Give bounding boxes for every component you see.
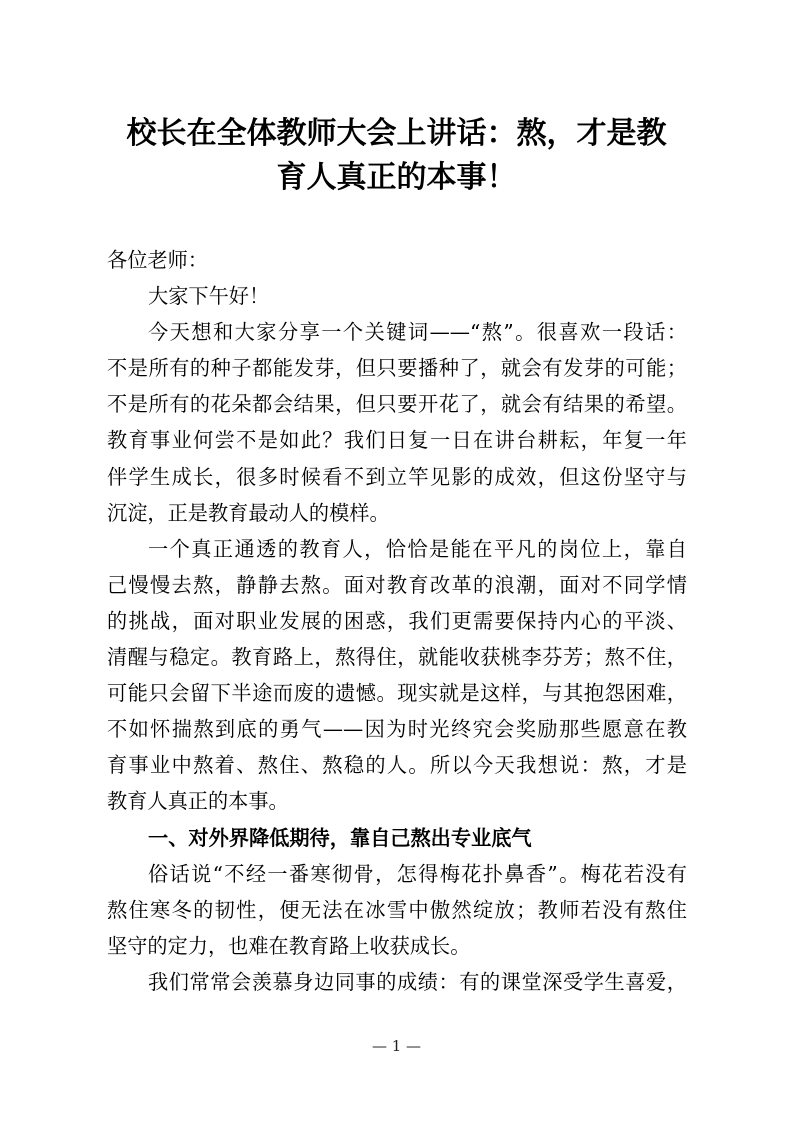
paragraph-2 [107, 531, 687, 820]
paragraph-line: 的挑战，面对职业发展的困惑，我们更需要保持内心的平淡、 [107, 608, 687, 633]
paragraph-line: 教育人真正的本事。 [107, 789, 289, 814]
paragraph-line: 不是所有的种子都能发芽，但只要播种了，就会有发芽的可能； [107, 356, 687, 381]
paragraph-line: 俗话说“不经一番寒彻骨，怎得梅花扑鼻香”。梅花若没有 [148, 861, 687, 886]
paragraph-line: 一个真正通透的教育人，恰恰是能在平凡的岗位上，靠自 [148, 536, 687, 561]
paragraph-line: 熬住寒冬的韧性，便无法在冰雪中傲然绽放；教师若没有熬住 [107, 897, 687, 922]
section-heading: 一、对外界降低期待，靠自己熬出专业底气 [148, 825, 532, 850]
paragraph-line: 己慢慢去熬，静静去熬。面对教育改革的浪潮，面对不同学情 [107, 572, 687, 597]
page-number: — 1 — [371, 1037, 422, 1055]
paragraph-line: 坚守的定力，也难在教育路上收获成长。 [107, 933, 471, 958]
paragraph-line: 可能只会留下半途而废的遗憾。现实就是这样，与其抱怨困难， [107, 681, 687, 706]
paragraph-line: 教育事业何尝不是如此？我们日复一日在讲台耕耘，年复一年 [107, 428, 687, 453]
section-paragraph-1 [107, 856, 687, 964]
paragraph-line: 今天想和大家分享一个关键词——“熬”。很喜欢一段话： [148, 320, 687, 345]
paragraph-1 [107, 314, 687, 531]
document-body [107, 242, 687, 1000]
salutation: 各位老师： [107, 248, 208, 272]
paragraph-line: 伴学生成长，很多时候看不到立竿见影的成效，但这份坚守与 [107, 464, 687, 489]
paragraph-line: 沉淀，正是教育最动人的模样。 [107, 500, 390, 525]
paragraph-line: 清醒与稳定。教育路上，熬得住，就能收获桃李芬芳；熬不住， [107, 645, 687, 670]
paragraph-line: 我们常常会羡慕身边同事的成绩：有的课堂深受学生喜爱， [148, 969, 687, 994]
paragraph-line: 育事业中熬着、熬住、熬稳的人。所以今天我想说：熬，才是 [107, 753, 687, 778]
section-paragraph-2 [107, 964, 687, 1000]
title-line-2: 育人真正的本事！ [276, 160, 517, 195]
greeting: 大家下午好！ [148, 284, 270, 309]
title-line-1: 校长在全体教师大会上讲话：熬，才是教 [126, 116, 667, 151]
paragraph-line: 不如怀揣熬到底的勇气——因为时光终究会奖励那些愿意在教 [107, 717, 687, 742]
document-title [100, 112, 693, 200]
paragraph-line: 不是所有的花朵都会结果，但只要开花了，就会有结果的希望。 [107, 392, 687, 417]
